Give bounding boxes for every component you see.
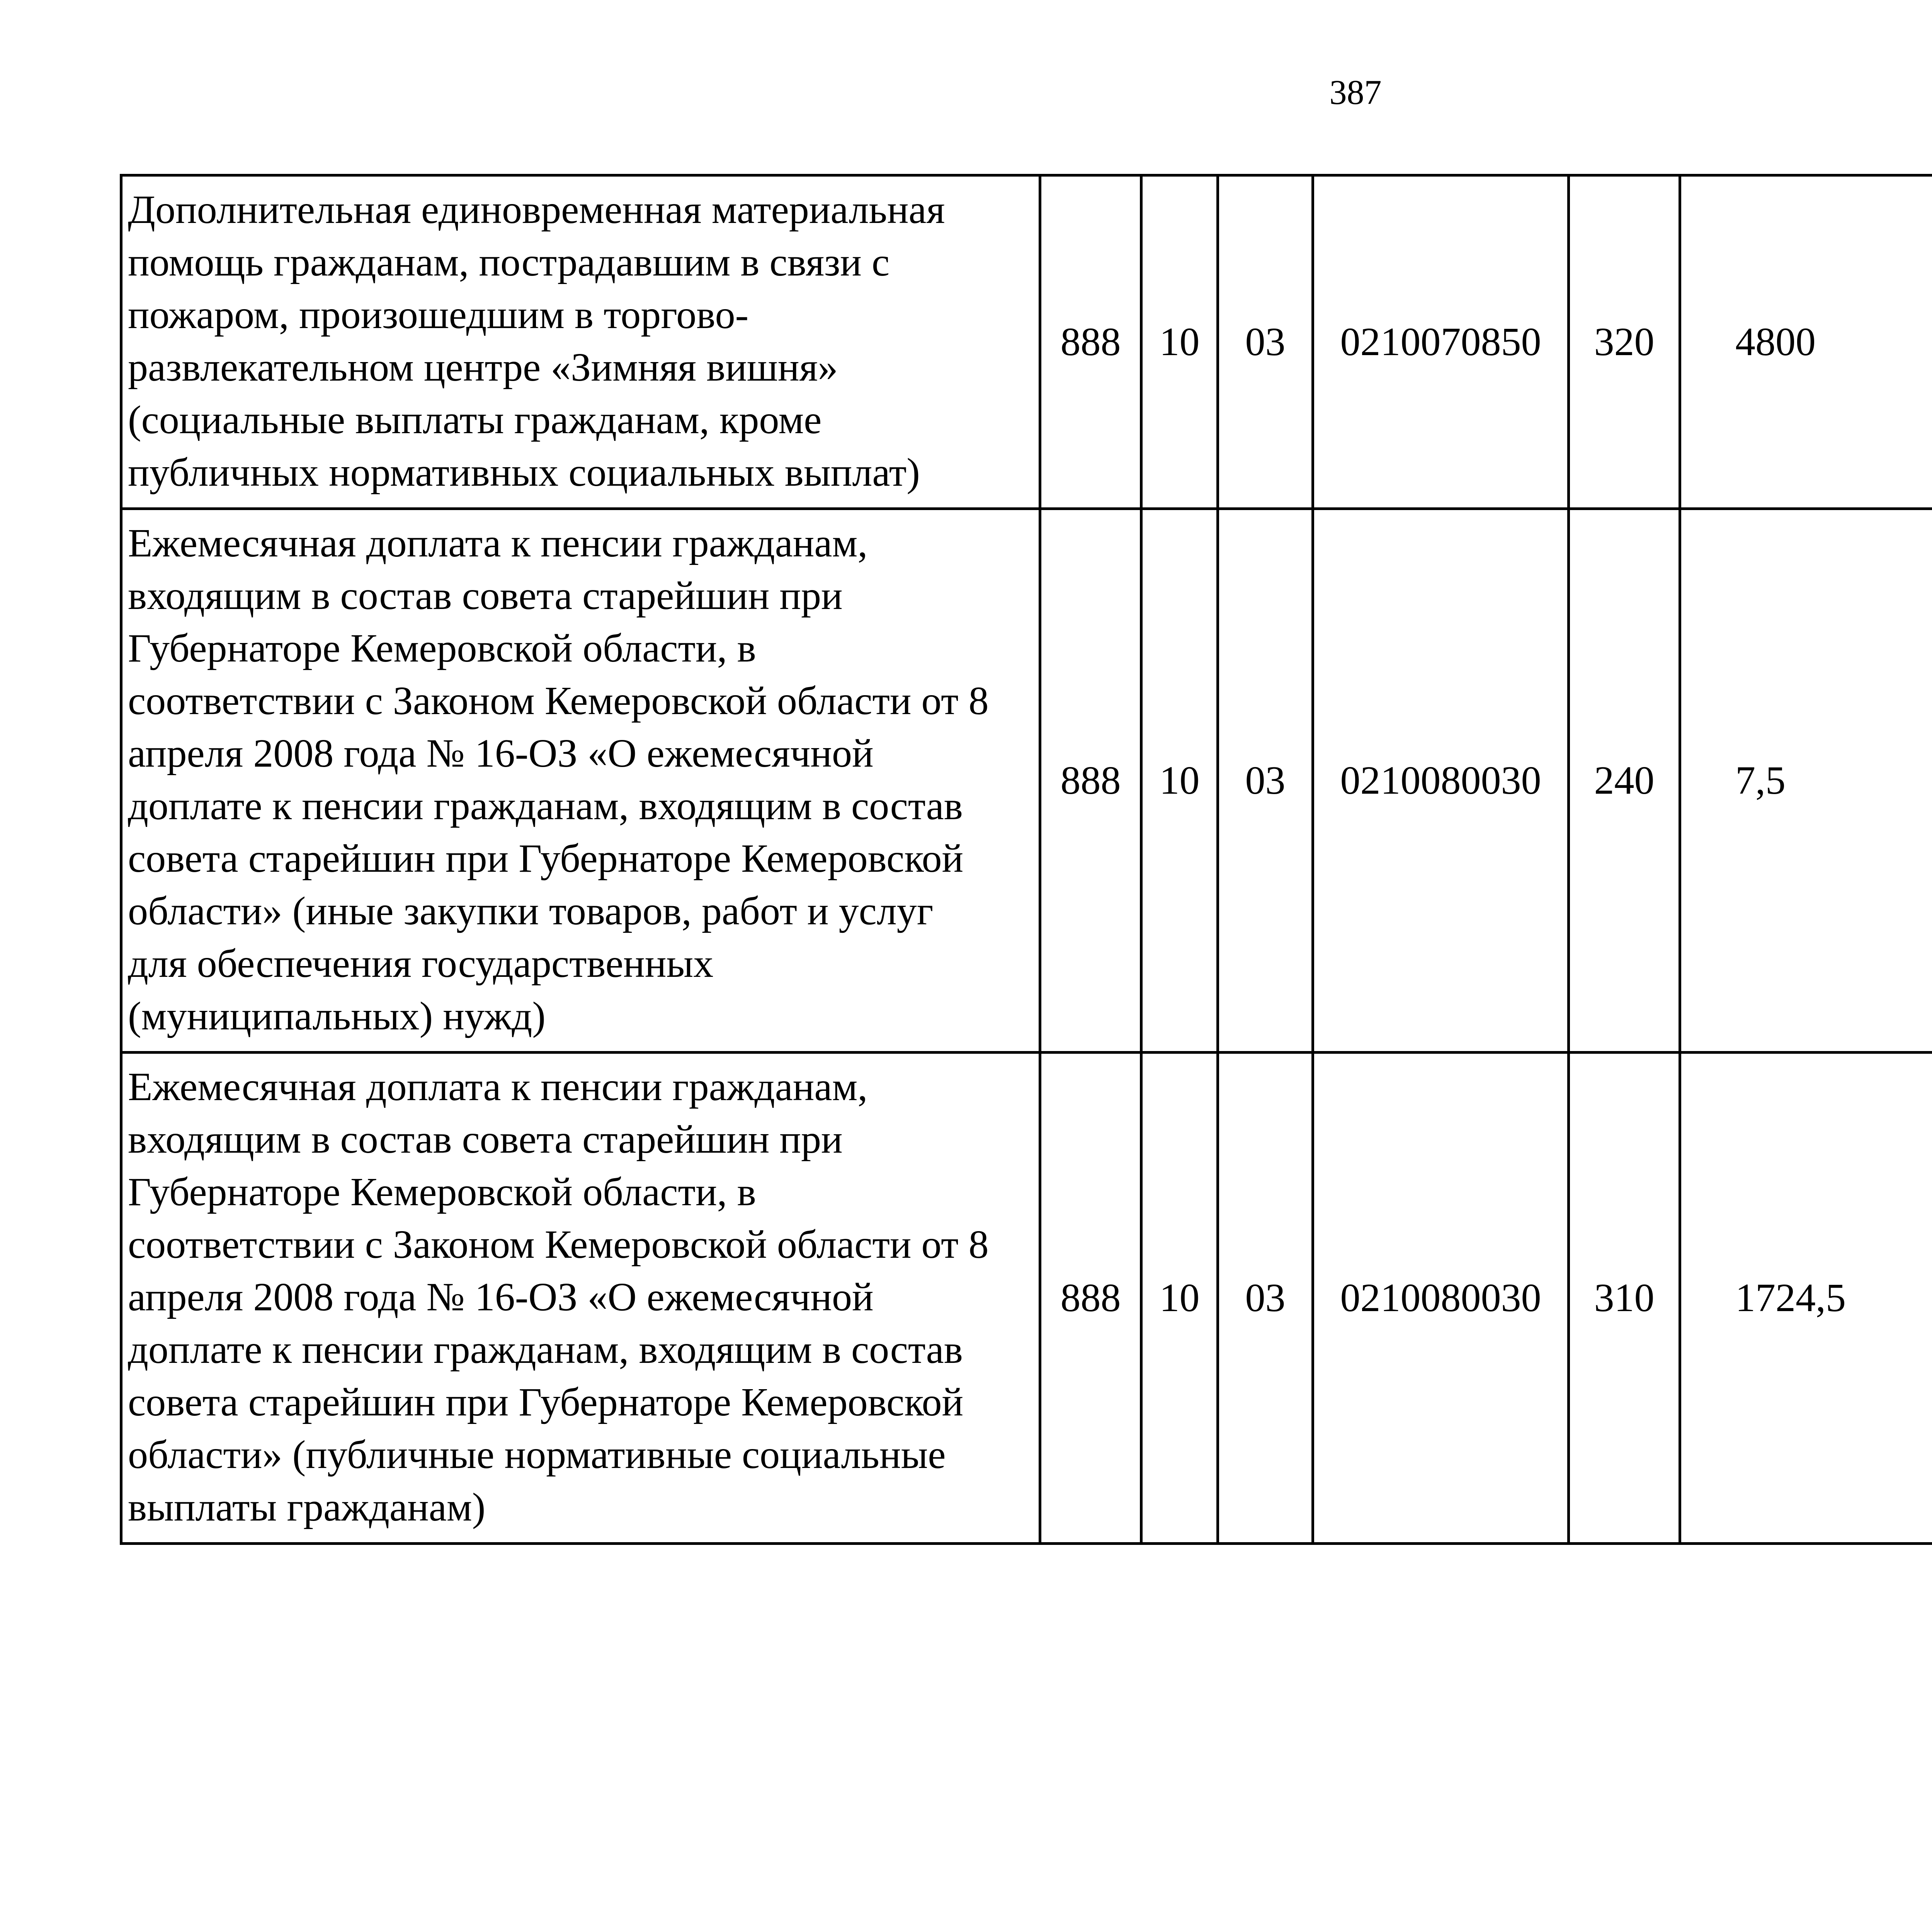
expense-type-code-cell: 240 — [1569, 509, 1680, 1053]
description-line: выплаты гражданам) — [128, 1485, 486, 1529]
description-line: области» (публичные нормативные социальные — [128, 1432, 946, 1477]
description-line: совета старейшин при Губернаторе Кемеровской — [128, 1380, 964, 1424]
description-line: доплате к пенсии гражданам, входящим в состав — [128, 784, 963, 828]
description-line: Дополнительная единовременная материальная — [128, 187, 945, 232]
target-item-code-cell: 0210080030 — [1313, 1053, 1569, 1544]
row-description — [121, 175, 1040, 509]
description-line: соответствии с Законом Кемеровской области от 8 — [128, 1222, 989, 1267]
expense-type-code-cell: 310 — [1569, 1053, 1680, 1544]
description-line: (муниципальных) нужд) — [128, 994, 546, 1038]
page-number: 387 — [1329, 73, 1382, 112]
target-item-code-cell: 0210070850 — [1313, 175, 1569, 509]
description-line: доплате к пенсии гражданам, входящим в состав — [128, 1327, 963, 1372]
description-line: апреля 2008 года № 16-ОЗ «О ежемесячной — [128, 1275, 874, 1319]
description-line: входящим в состав совета старейшин при — [128, 1117, 843, 1162]
description-line: пожаром, произошедшим в торгово- — [128, 293, 749, 337]
budget-table — [120, 174, 1932, 1545]
description-line: помощь гражданам, пострадавшим в связи с — [128, 240, 890, 284]
ministry-code-cell: 888 — [1040, 1053, 1141, 1544]
amount-1-cell: 4800 — [1680, 175, 1932, 509]
ministry-code-cell: 888 — [1040, 175, 1141, 509]
amount-1-cell: 7,5 — [1680, 509, 1932, 1053]
row-description — [121, 509, 1040, 1053]
description-line: области» (иные закупки товаров, работ и услуг — [128, 889, 934, 933]
amount-1-cell: 1724,5 — [1680, 1053, 1932, 1544]
subsection-code-cell: 03 — [1218, 175, 1313, 509]
description-line: Губернаторе Кемеровской области, в — [128, 626, 756, 670]
description-line: входящим в состав совета старейшин при — [128, 573, 843, 618]
description-line: Ежемесячная доплата к пенсии гражданам, — [128, 1065, 868, 1109]
description-line: апреля 2008 года № 16-ОЗ «О ежемесячной — [128, 731, 874, 776]
description-line: совета старейшин при Губернаторе Кемеровской — [128, 836, 964, 881]
description-line: публичных нормативных социальных выплат) — [128, 450, 920, 495]
description-line: Губернаторе Кемеровской области, в — [128, 1170, 756, 1214]
ministry-code-cell: 888 — [1040, 509, 1141, 1053]
row-description — [121, 1053, 1040, 1544]
subsection-code-cell: 03 — [1218, 509, 1313, 1053]
description-line: Ежемесячная доплата к пенсии гражданам, — [128, 521, 868, 565]
description-line: развлекательном центре «Зимняя вишня» — [128, 345, 838, 390]
section-code-cell: 10 — [1141, 509, 1218, 1053]
expense-type-code-cell: 320 — [1569, 175, 1680, 509]
description-line: соответствии с Законом Кемеровской области от 8 — [128, 679, 989, 723]
table-row — [121, 175, 1932, 509]
description-line: (социальные выплаты гражданам, кроме — [128, 398, 822, 442]
target-item-code-cell: 0210080030 — [1313, 509, 1569, 1053]
description-line: для обеспечения государственных — [128, 941, 714, 986]
section-code-cell: 10 — [1141, 175, 1218, 509]
table-row — [121, 1053, 1932, 1544]
section-code-cell: 10 — [1141, 1053, 1218, 1544]
table-row — [121, 509, 1932, 1053]
subsection-code-cell: 03 — [1218, 1053, 1313, 1544]
